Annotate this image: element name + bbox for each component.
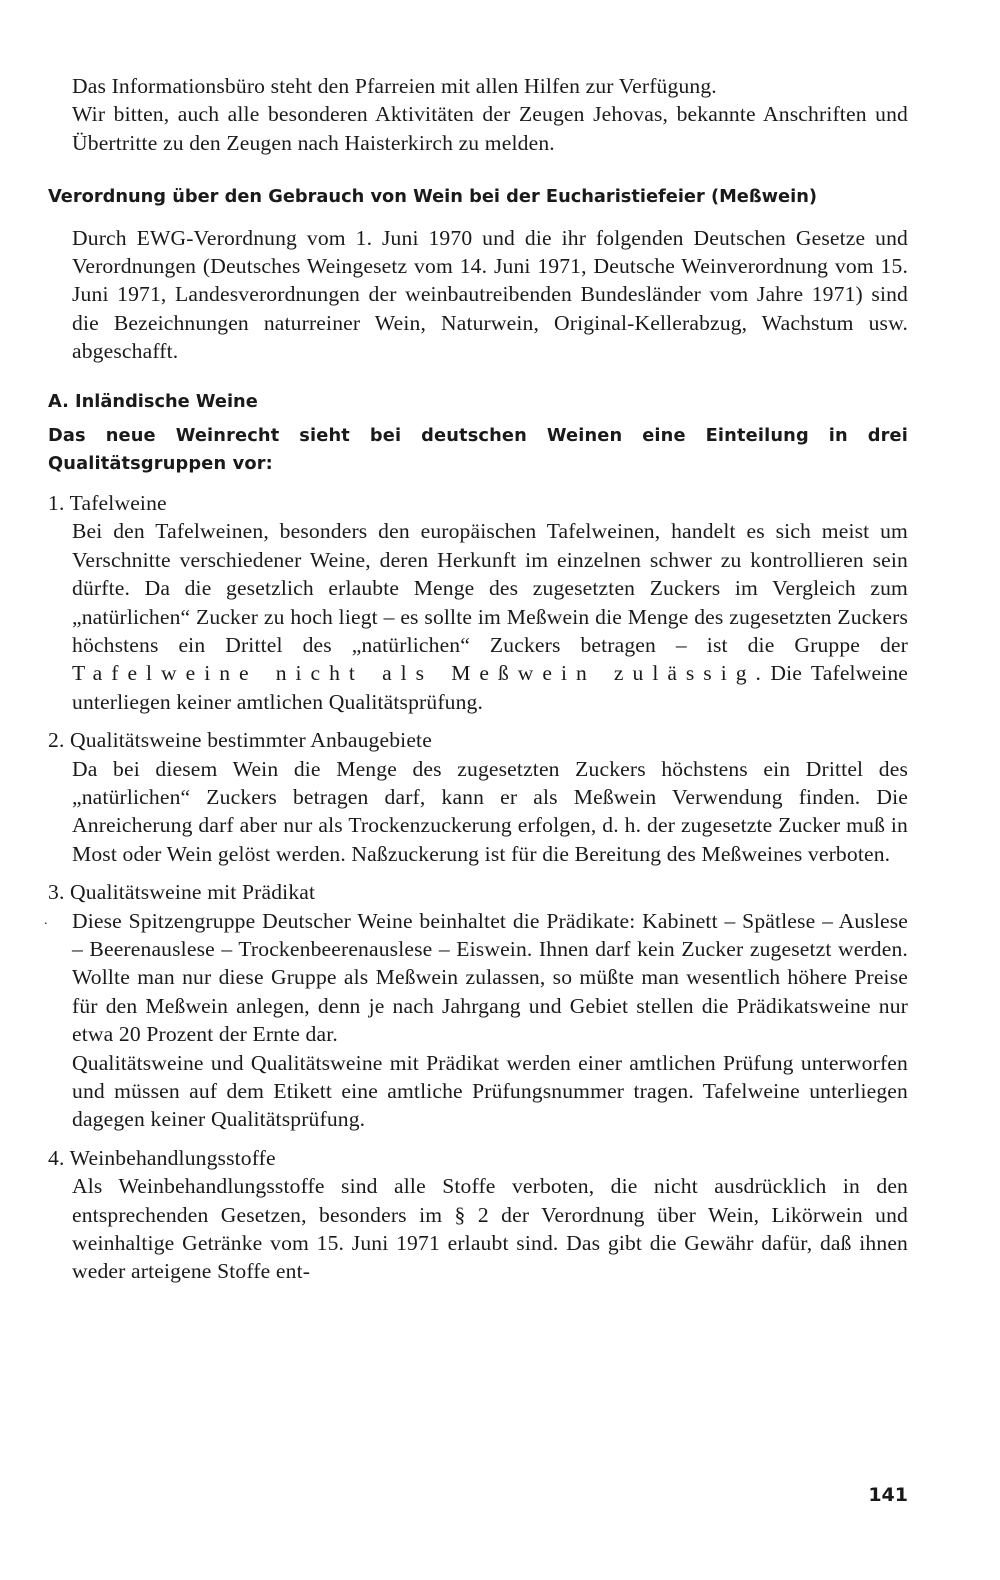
section-heading: Verordnung über den Gebrauch von Wein bei der Eucharistiefeier (Meßwein) (48, 186, 817, 208)
list-item-body-2: Da bei diesem Wein die Menge des zugesetzten Zuckers höchstens ein Drittel des „natürlichen“ Zuckers betragen darf, kann er als Meßwein Verwendung finden. Die Anreicherung darf aber nur als Trockenzuckerung erfolgen, d. h. der zugesetzte Zucker muß in Most oder Wein gelöst werden. Naßzuckerung ist für die Bereitung des Meßweines verboten. (72, 756, 908, 866)
intro-paragraph-1: Das Informationsbüro steht den Pfarreien mit allen Hilfen zur Verfügung. (72, 74, 717, 98)
list-item-title-2: 2. Qualitätsweine bestimmter Anbaugebiete (48, 728, 432, 753)
list-item-body-3-wrapper (44, 907, 908, 1049)
list-item-body-4: Als Weinbehandlungsstoffe sind alle Stoffe verboten, die nicht ausdrücklich in den entsprechenden Gesetzen, besonders im § 2 der Verordnung über Wein, Likörwein und weinhaltige Getränke vom 15. Juni 1971 erlaubt sind. Das gibt die Gewähr dafür, daß ihnen weder arteigene Stoffe ent- (72, 1174, 908, 1284)
item-1-spaced-text: Tafelweine nicht als Meßwein zulässig (72, 661, 756, 686)
list-item-title-4: 4. Weinbehandlungsstoffe (48, 1145, 276, 1170)
bullet-dot-icon: . (44, 912, 48, 928)
text-column (44, 72, 909, 1286)
list-item-body-3b: Qualitätsweine und Qualitätsweine mit Prädikat werden einer amtlichen Prüfung unterworfen und müssen auf dem Etikett eine amtliche Prüfungsnummer tragen. Tafelweine unterliegen dagegen keiner Qualitätsprüfung. (72, 1050, 908, 1132)
list-item-body-3: Diese Spitzengruppe Deutscher Weine beinhaltet die Prädikate: Kabinett – Spätlese – Auslese – Beerenauslese – Trockenbeerenauslese – Eiswein. Ihnen darf kein Zucker zugesetzt werden. Wollte man nur diese Gruppe als Meßwein zulassen, so müßte man wesentlich höhere Preise für den Meßwein anlegen, denn je nach Jahrgang und Gebiet stellen die Prädikatsweine nur etwa 20 Prozent der Ernte dar. (72, 908, 908, 1047)
intro-paragraph-2: Wir bitten, auch alle besonderen Aktivitäten der Zeugen Jehovas, bekannte Anschriften und Übertritte zu den Zeugen nach Haisterkirch zu melden. (72, 102, 908, 155)
subsection-intro: Das neue Weinrecht sieht bei deutschen Weinen eine Einteilung in drei Qualitätsgruppen vor: (48, 425, 908, 475)
item-1-text-before: Bei den Tafelweinen, besonders den europäischen Tafelweinen, handelt es sich meist um Verschnitte verschiedener Weine, deren Herkunft im einzelnen schwer zu kontrollieren sein dürfte. Da die gesetzlich erlaubte Menge des zugesetzten Zuckers im Vergleich zum „natürlichen“ Zucker zu hoch liegt – es sollte im Meßwein die Menge des zugesetzten Zuckers höchstens ein Drittel des „natürlichen“ Zuckers betragen – ist die Gruppe der (72, 519, 908, 657)
list-item-title-3: 3. Qualitätsweine mit Prädikat (48, 880, 316, 905)
page-number: 141 (868, 1484, 908, 1506)
section-paragraph: Durch EWG-Verordnung vom 1. Juni 1970 und die ihr folgenden Deutschen Gesetze und Verordnungen (Deutsches Weingesetz vom 14. Juni 1971, Deutsche Weinverordnung vom 15. Juni 1971, Landesverordnungen der weinbautreibenden Bundesländer vom Jahre 1971) sind die Bezeichnungen naturreiner Wein, Naturwein, Original-Kellerabzug, Wachstum usw. abgeschafft. (72, 225, 908, 364)
subsection-heading: A. Inländische Weine (48, 390, 258, 412)
item-1-text-after: . Die Tafelweine unterliegen keiner amtlichen Qualitätsprüfung. (72, 661, 909, 714)
list-item-body-1 (48, 517, 908, 716)
list-item-title-1: 1. Tafelweine (48, 490, 167, 515)
